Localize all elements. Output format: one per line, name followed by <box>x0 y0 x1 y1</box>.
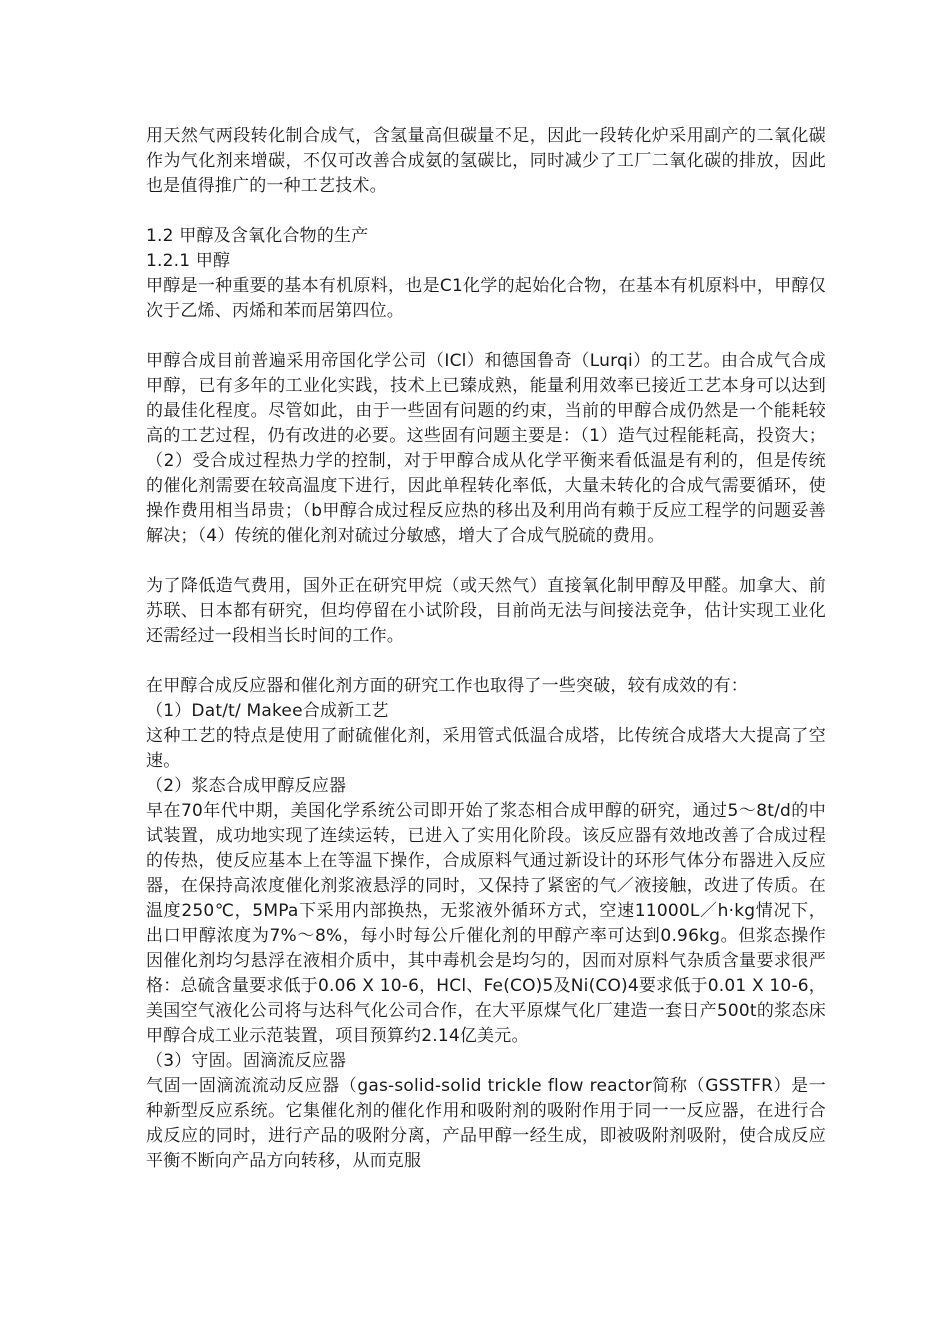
item-2-title: （2）浆态合成甲醇反应器 <box>146 776 347 796</box>
paragraph-processes: 甲醇合成目前普遍采用帝国化学公司（ICl）和德国鲁奇（Lurqi）的工艺。由合成气合成甲醇，已有多年的工业化实践，技术上已臻成熟，能量利用效率已接近工艺本身可以达到的最佳化程度。尽管如此，由于一些固有问题的约束，当前的甲醇合成仍然是一个能耗较高的工艺过程，仍有改进的必要。这些固有问题主要是：（1）造气过程能耗高，投资大；（2）受合成过程热力学的控制，对于甲醇合成从化学平衡来看低温是有利的，但是传统的催化剂需要在较高温度下进行，因此单程转化率低，大量未转化的合成气需要循环，使操作费用相当昂贵；（b甲醇合成过程反应热的移出及利用尚有赖于反应工程学的问题妥善解决；（4）传统的催化剂对硫过分敏感，增大了合成气脱硫的费用。 <box>146 351 826 546</box>
paragraph-breakthroughs: 在甲醇合成反应器和催化剂方面的研究工作也取得了一些突破，较有成效的有： <box>146 676 748 696</box>
item-3-body: 气固一固滴流流动反应器（gas-solid-solid trickle flow reactor简称（GSSTFR）是一种新型反应系统。它集催化剂的催化作用和吸附剂的吸附作用于同一一反应器，在进行合成反应的同时，进行产品的吸附分离，产品甲醇一经生成，即被吸附剂吸附，使合成反应平衡不断向产品方向转移，从而克服 <box>146 1076 826 1171</box>
section-heading-1-2: 1.2 甲醇及含氧化合物的生产 <box>146 226 369 246</box>
paragraph-gap <box>146 324 826 349</box>
item-1-title: （1）Dat/t/ Makee合成新工艺 <box>146 701 389 721</box>
paragraph-gap <box>146 649 826 674</box>
item-3-title: （3）守固。固滴流反应器 <box>146 1051 347 1071</box>
paragraph-gap <box>146 549 826 574</box>
document-body <box>146 124 826 1174</box>
item-1-body: 这种工艺的特点是使用了耐硫催化剂，采用管式低温合成塔，比传统合成塔大大提高了空速。 <box>146 726 826 771</box>
section-heading-1-2-1: 1.2.1 甲醇 <box>146 251 231 271</box>
paragraph-methanol-intro: 甲醇是一种重要的基本有机原料，也是C1化学的起始化合物，在基本有机原料中，甲醇仅次于乙烯、丙烯和苯而居第四位。 <box>146 276 826 321</box>
paragraph-gap <box>146 199 826 224</box>
item-2-body: 早在70年代中期，美国化学系统公司即开始了浆态相合成甲醇的研究，通过5～8t/d的中试装置，成功地实现了连续运转，已进入了实用化阶段。该反应器有效地改善了合成过程的传热，使反应基本上在等温下操作，合成原料气通过新设计的环形气体分布器进入反应器，在保持高浓度催化剂浆液悬浮的同时，又保持了紧密的气／液接触，改进了传质。在温度250℃，5MPa下采用内部换热，无浆液外循环方式，空速11000L／h·kg情况下，出口甲醇浓度为7%～8%，每小时每公斤催化剂的甲醇产率可达到0.96kg。但浆态操作因催化剂均匀悬浮在液相介质中，其中毒机会是均匀的，因而对原料气杂质含量要求很严格：总硫含量要求低于0.06 X 10-6，HCl、Fe(CO)5及Ni(CO)4要求低于0.01 X 10-6，美国空气液化公司将与达科气化公司合作，在大平原煤气化厂建造一套日产500t的浆态床甲醇合成工业示范装置，项目预算约2.14亿美元。 <box>146 801 826 1046</box>
paragraph-intro: 用天然气两段转化制合成气，含氢量高但碳量不足，因此一段转化炉采用副产的二氧化碳作为气化剂来增碳，不仅可改善合成氨的氢碳比，同时减少了工厂二氧化碳的排放，因此也是值得推广的一种工艺技术。 <box>146 126 826 196</box>
paragraph-direct-oxidation: 为了降低造气费用，国外正在研究甲烷（或天然气）直接氧化制甲醇及甲醛。加拿大、前苏联、日本都有研究，但均停留在小试阶段，目前尚无法与间接法竞争，估计实现工业化还需经过一段相当长时间的工作。 <box>146 576 826 646</box>
